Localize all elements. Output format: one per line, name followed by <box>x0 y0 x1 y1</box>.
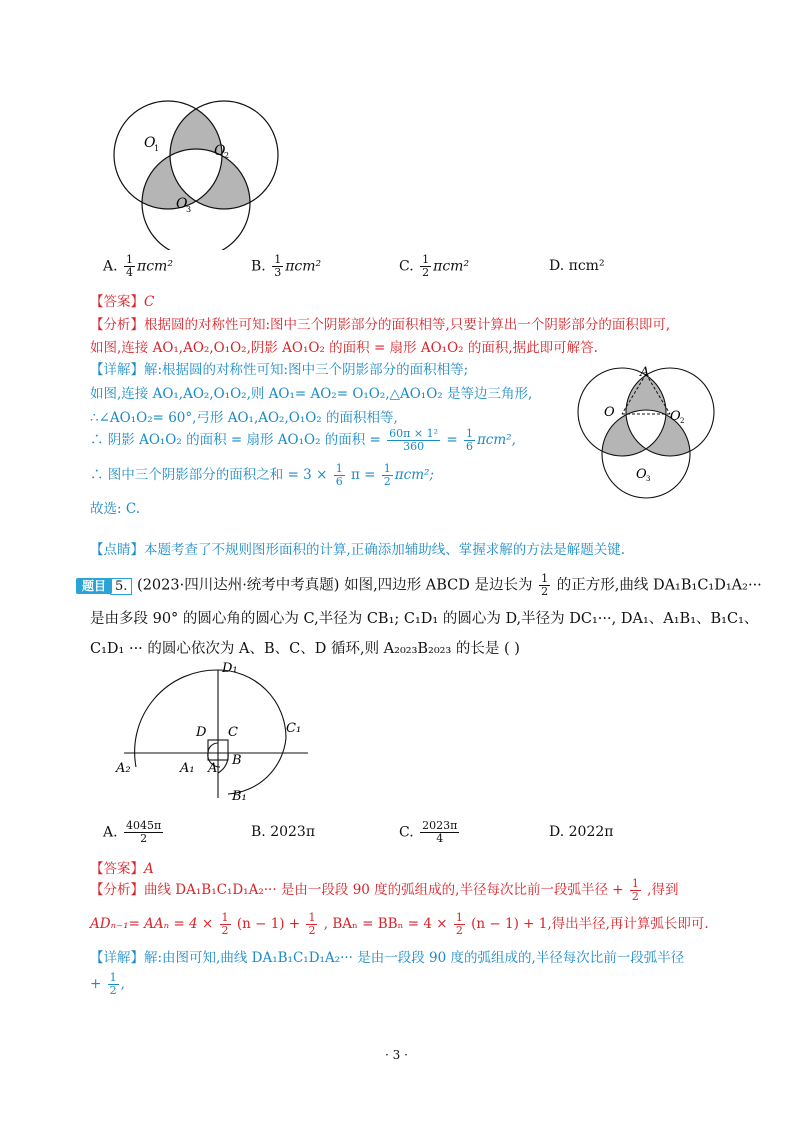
q4-detail-line6: 故选: C. <box>90 501 140 517</box>
q5-line3: C₁D₁ ··· 的圆心依次为 A、B、C、D 循环,则 A₂₀₂₃B₂₀₂₃ 的长是 ( ) <box>90 641 520 657</box>
fraction: $\frac{1}{2}$ <box>109 971 117 997</box>
fraction: $\frac{1}{2}$ <box>383 462 391 488</box>
fraction: $\frac{1}{2}$ <box>422 253 430 279</box>
fraction: $\frac{1}{2}$ <box>308 911 316 937</box>
fraction: $\frac{2023\pi}{4}$ <box>422 819 458 845</box>
q5-choice-c[interactable]: C. $\frac{2023\pi}{4}$ <box>399 819 458 845</box>
q4-detail-line4: ∴ 阴影 AO₁O₂ 的面积 = 扇形 AO₁O₂ 的面积 = $\frac{\text{60π × 1²}}{360}$ = $\frac{1}{6}$ πcm², <box>90 427 516 453</box>
page-number: · 3 · <box>385 1048 408 1062</box>
fig-label-c1: C₁ <box>286 721 302 736</box>
fig2-label-o2: O <box>670 409 681 424</box>
fig-label-a2: A₂ <box>116 761 131 776</box>
q5-answer: 【答案】A <box>90 861 154 877</box>
fig-label-b: B <box>232 753 242 768</box>
fraction: $\frac{1}{2}$ <box>631 877 639 903</box>
question-number: 5. <box>110 578 132 595</box>
q4-detail-line3: ∴∠AO₁O₂= 60°,弓形 AO₁,AO₂,O₁O₂ 的面积相等, <box>90 410 398 426</box>
fig-label-c: C <box>228 725 238 740</box>
fraction: $\frac{1}{4}$ <box>126 253 134 279</box>
spiral-figure <box>110 650 330 810</box>
q4-detail-line5: ∴ 图中三个阴影部分的面积之和 = 3 × $\frac{1}{6}$ π = $\frac{1}{2}$ πcm²; <box>90 462 434 488</box>
three-circles-solution-figure <box>574 362 724 512</box>
fig-label-a1: A₁ <box>180 761 195 776</box>
q4-choice-d[interactable]: D. πcm² <box>549 258 605 274</box>
q5-choice-d[interactable]: D. 2022π <box>549 824 614 840</box>
three-circles-figure <box>100 100 300 250</box>
q5-detail-line2: + $\frac{1}{2}$ , <box>90 971 125 997</box>
fig2-label-o3-sub: 3 <box>646 475 651 483</box>
q5-line1: 题目 5. (2023·四川达州·统考中考真题) 如图,四边形 ABCD 是边长为 $\frac{1}{2}$ 的正方形,曲线 DA₁B₁C₁D₁A₂··· <box>76 573 762 598</box>
fig-label-d1: D₁ <box>222 661 238 676</box>
question-badge: 题目 <box>76 578 112 594</box>
q5-detail-line1: 【详解】解:由图可知,曲线 DA₁B₁C₁D₁A₂··· 是由一段段 90 度的弧组成的,半径每次比前一段弧半径 <box>90 950 685 966</box>
q4-comment: 【点睛】本题考查了不规则图形面积的计算,正确添加辅助线、掌握求解的方法是解题关键. <box>90 542 626 558</box>
q5-choice-a[interactable]: A. $\frac{4045\pi}{2}$ <box>103 819 162 845</box>
fig2-label-o2-sub: 2 <box>680 417 685 425</box>
q4-detail-line2: 如图,连接 AO₁,AO₂,O₁O₂,则 AO₁= AO₂= O₁O₂,△AO₁O₂ 是等边三角形, <box>90 386 533 402</box>
fraction: $\frac{1}{3}$ <box>274 253 282 279</box>
q4-analysis-line2: 如图,连接 AO₁,AO₂,O₁O₂,阴影 AO₁O₂ 的面积 = 扇形 AO₁O₂ 的面积,据此即可解答. <box>90 340 598 356</box>
q4-analysis-line1: 【分析】根据圆的对称性可知:图中三个阴影部分的面积相等,只要计算出一个阴影部分的面积即可, <box>90 317 671 333</box>
q5-analysis-line2: ADₙ₋₁= AAₙ = 4 × $\frac{1}{2}$ (n − 1) + $\frac{1}{2}$ , BAₙ = BBₙ = 4 × $\frac{1}{2}$ (n − 1) + 1,得出半径,再计算弧长即可. <box>90 911 709 937</box>
fig-label-o2: O <box>214 143 226 159</box>
fig-label-o3-sub: 3 <box>186 205 192 214</box>
q5-choice-b[interactable]: B. 2023π <box>251 824 316 840</box>
fraction: $\frac{\text{60π × 1²}}{360}$ <box>389 427 439 453</box>
q4-choice-a[interactable]: A. $\frac{1}{4}$ πcm² <box>103 253 173 279</box>
fig2-label-o3: O <box>636 467 647 482</box>
fig-label-o1-sub: 1 <box>154 144 160 153</box>
fig2-label-o: O <box>604 405 615 420</box>
fraction: $\frac{1}{2}$ <box>455 911 463 937</box>
fraction: $\frac{4045\pi}{2}$ <box>126 819 162 845</box>
fig-label-o3: O <box>176 196 188 212</box>
q4-choice-b[interactable]: B. $\frac{1}{3}$ πcm² <box>251 253 322 279</box>
fig2-label-a: A <box>640 365 650 380</box>
q4-choice-c[interactable]: C. $\frac{1}{2}$ πcm² <box>399 253 470 279</box>
fraction: $\frac{1}{2}$ <box>221 911 229 937</box>
fig-label-o1: O <box>144 135 156 151</box>
fig-label-o2-sub: 2 <box>224 151 230 160</box>
q5-line2: 是由多段 90° 的圆心角的圆心为 C,半径为 CB₁; C₁D₁ 的圆心为 D,半径为 DC₁···, DA₁、A₁B₁、B₁C₁、 <box>90 611 759 627</box>
fig-label-d: D <box>196 725 207 740</box>
fig-label-a: A <box>208 761 218 776</box>
fraction: $\frac{1}{2}$ <box>541 572 549 598</box>
fraction: $\frac{1}{6}$ <box>465 427 473 453</box>
q4-answer: 【答案】C <box>90 294 155 310</box>
q5-analysis-line1: 【分析】曲线 DA₁B₁C₁D₁A₂··· 是由一段段 90 度的弧组成的,半径每次比前一段弧半径 + $\frac{1}{2}$ ,得到 <box>90 877 679 903</box>
q4-detail-line1: 【详解】解:根据圆的对称性可知:图中三个阴影部分的面积相等; <box>90 362 469 378</box>
fraction: $\frac{1}{6}$ <box>335 462 343 488</box>
fig-label-b1: B₁ <box>232 789 247 804</box>
